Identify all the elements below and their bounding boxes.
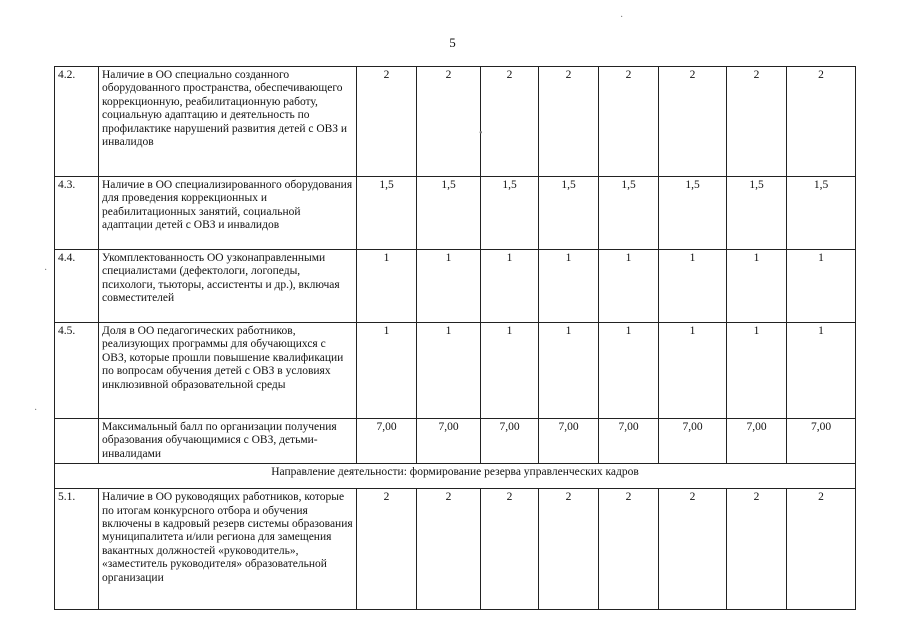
score-cell: 1,5 [727,177,787,250]
table-row [55,489,856,610]
scan-mark: • [479,128,483,139]
score-cell: 2 [417,67,481,177]
scan-mark: · [34,405,38,416]
score-cell: 1,5 [357,177,417,250]
score-cell: 1 [417,323,481,419]
score-cell: 2 [357,489,417,610]
score-cell: 7,00 [539,419,599,464]
score-cell: 2 [539,489,599,610]
score-cell: 7,00 [357,419,417,464]
score-cell: 2 [787,489,856,610]
row-number: 5.1. [55,489,99,610]
table-row [55,250,856,323]
score-cell: 1,5 [659,177,727,250]
page-number: 5 [449,35,456,50]
score-cell: 1,5 [787,177,856,250]
criterion-description: Укомплектованность ОО узконаправленными специалистами (дефектологи, логопеды, психологи, тьюторы, ассистенты и др.), включая совместителей [99,250,357,323]
score-cell: 1 [481,250,539,323]
table-row [55,323,856,419]
score-cell: 1,5 [539,177,599,250]
score-cell: 1,5 [599,177,659,250]
score-cell: 2 [659,67,727,177]
section-title: Направление деятельности: формирование резерва управленческих кадров [55,464,856,489]
score-cell: 2 [417,489,481,610]
row-number: 4.5. [55,323,99,419]
score-cell: 7,00 [659,419,727,464]
score-cell: 2 [481,67,539,177]
score-cell: 1 [417,250,481,323]
section-header-row [55,464,856,489]
score-cell: 2 [599,489,659,610]
score-cell: 1 [539,323,599,419]
score-cell: 7,00 [481,419,539,464]
criterion-description: Наличие в ОО специализированного оборудования для проведения коррекционных и реабилитационных занятий, социальной адаптации детей с ОВЗ и инвалидов [99,177,357,250]
table-row [55,177,856,250]
score-cell: 1 [357,323,417,419]
score-cell: 1,5 [481,177,539,250]
score-cell: 1 [599,323,659,419]
score-cell: 1 [727,323,787,419]
score-cell: 1 [481,323,539,419]
score-cell: 1,5 [417,177,481,250]
score-cell: 2 [787,67,856,177]
score-cell: 1 [787,250,856,323]
score-cell: 2 [481,489,539,610]
score-cell: 2 [539,67,599,177]
criterion-description: Доля в ОО педагогических работников, реализующих программы для обучающихся с ОВЗ, которые прошли повышение квалификации по вопросам обучения детей с ОВЗ в условиях инклюзивной образовательной среды [99,323,357,419]
score-cell: 2 [357,67,417,177]
score-cell: 7,00 [787,419,856,464]
criterion-description: Наличие в ОО руководящих работников, которые по итогам конкурсного отбора и обучения включены в кадровый резерв системы образования муниципалитета и/или региона для замещения вакантных должностей «руководитель», «заместитель руководителя» образовательной организации [99,489,357,610]
score-cell: 2 [599,67,659,177]
table-row [55,419,856,464]
score-cell: 1 [539,250,599,323]
score-cell: 7,00 [599,419,659,464]
score-cell: 7,00 [727,419,787,464]
criterion-description: Максимальный балл по организации получения образования обучающимися с ОВЗ, детьми-инвалидами [99,419,357,464]
scan-mark: · [620,12,624,23]
score-cell: 2 [727,67,787,177]
row-number [55,419,99,464]
score-cell: 1 [787,323,856,419]
score-cell: 1 [659,250,727,323]
score-cell: 1 [599,250,659,323]
score-cell: 1 [727,250,787,323]
criterion-description: Наличие в ОО специально созданного оборудованного пространства, обеспечивающего коррекционную, реабилитационную работу, социальную адаптацию и деятельность по профилактике нарушений развития детей с ОВЗ и инвалидов [99,67,357,177]
score-cell: 1 [659,323,727,419]
table-row [55,67,856,177]
row-number: 4.3. [55,177,99,250]
row-number: 4.4. [55,250,99,323]
score-cell: 1 [357,250,417,323]
row-number: 4.2. [55,67,99,177]
scan-mark: · [44,265,48,276]
criteria-table [54,66,856,610]
score-cell: 7,00 [417,419,481,464]
score-cell: 2 [727,489,787,610]
score-cell: 2 [659,489,727,610]
